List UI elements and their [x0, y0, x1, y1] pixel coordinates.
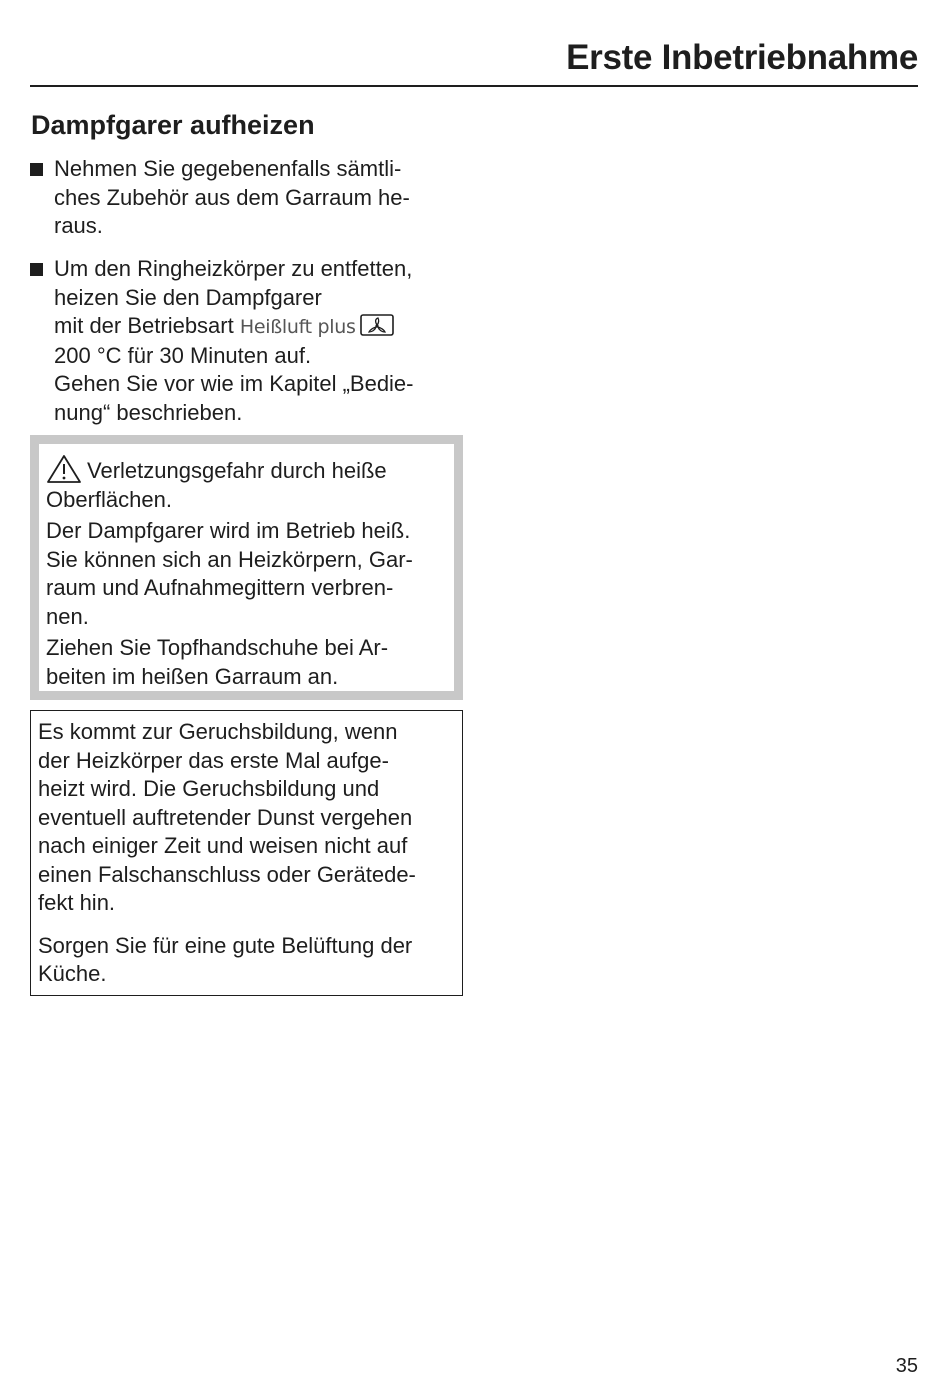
warning-heading-line: [46, 454, 413, 486]
text-line: ches Zubehör aus dem Garraum he-: [54, 184, 410, 210]
bullet-text: [54, 255, 414, 427]
text-line: beiten im heißen Garraum an.: [46, 663, 339, 689]
text-line: heizt wird. Die Geruchsbildung und: [38, 776, 380, 801]
page-header: [30, 36, 918, 87]
warning-heading: Verletzungsgefahr durch heiße: [87, 458, 387, 483]
warning-heading-cont: Oberflächen.: [46, 486, 172, 512]
text-line: nach einiger Zeit und weisen nicht auf: [38, 833, 408, 858]
text-line-mode: [54, 312, 414, 342]
text-line: raum und Aufnahmegittern verbren-: [46, 575, 394, 600]
fan-icon: [360, 314, 394, 336]
text-line: Sie können sich an Heizkörpern, Gar-: [46, 546, 413, 572]
warning-box: [30, 435, 463, 700]
text-line: Es kommt zur Geruchsbildung, wenn: [38, 719, 398, 744]
text-line: Nehmen Sie gegebenenfalls sämtli-: [54, 156, 402, 181]
text-line: eventuell auftretender Dunst vergehen: [38, 804, 413, 830]
bullet-square-icon: [30, 163, 43, 176]
note-content: [38, 718, 416, 989]
text-line: Der Dampfgarer wird im Betrieb heiß.: [46, 518, 411, 543]
text-line: Ziehen Sie Topfhandschuhe bei Ar-: [46, 635, 389, 660]
page-header-title: Erste Inbetriebnahme: [566, 38, 918, 77]
mode-name: Heißluft plus: [239, 316, 356, 338]
bullet-square-icon: [30, 263, 43, 276]
text-line: Sorgen Sie für eine gute Belüftung der: [38, 932, 413, 958]
text-line: der Heizkörper das erste Mal aufge-: [38, 747, 389, 773]
warning-triangle-icon: [46, 454, 82, 484]
text-line: Um den Ringheizkörper zu entfetten,: [54, 256, 413, 281]
text-line: einen Falschanschluss oder Gerätede-: [38, 861, 416, 887]
text-line: nen.: [46, 603, 89, 629]
note-box: [30, 710, 463, 996]
text-line: nung“ beschrieben.: [54, 399, 243, 425]
text-line: raus.: [54, 213, 103, 238]
text-line: fekt hin.: [38, 890, 116, 915]
warning-content: [46, 454, 413, 691]
text-line: heizen Sie den Dampfgarer: [54, 284, 322, 310]
text-line: Küche.: [38, 961, 107, 986]
section-title: Dampfgarer aufheizen: [31, 110, 315, 140]
page-number: 35: [895, 1355, 918, 1377]
mode-prefix: mit der Betriebsart: [54, 313, 234, 338]
bullet-text: [54, 155, 410, 241]
text-line: Gehen Sie vor wie im Kapitel „Bedie-: [54, 371, 414, 396]
text-line: 200 °C für 30 Minuten auf.: [54, 342, 312, 368]
